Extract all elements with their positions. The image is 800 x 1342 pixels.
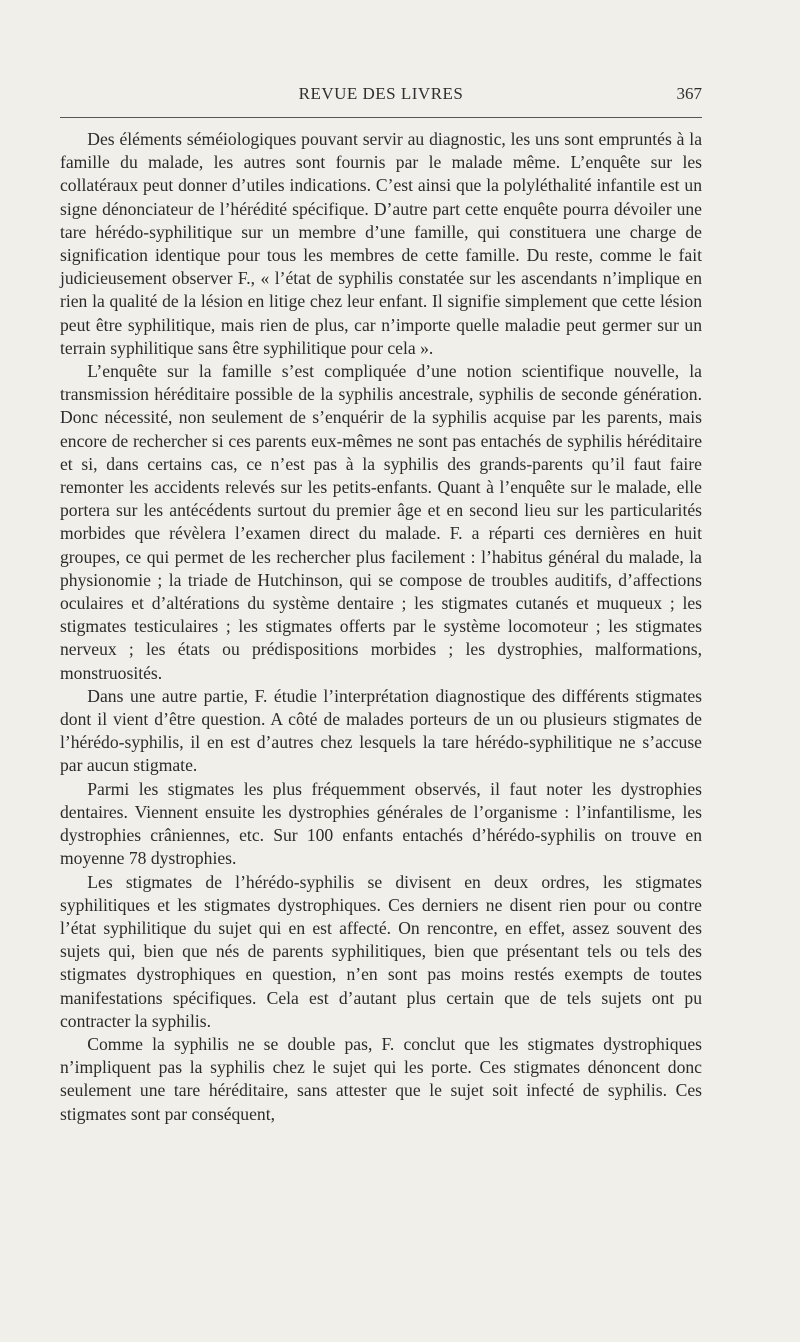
paragraph: Des éléments séméiologiques pouvant servir au diagnostic, les uns sont empruntés à la famille du malade, les autres sont fournis par le malade même. L’enquête sur les collatéraux peut donner d’utiles indications. C’est ainsi que la polyléthalité infantile est un signe dénonciateur de l’hérédité spécifique. D’autre part cette enquête pourra dévoiler une tare hérédo-syphilitique sur un membre d’une famille, qui constituera une charge de signification identique pour tous les membres de cette famille. Du reste, comme le fait judicieusement observer F., « l’état de syphilis constatée sur les ascendants n’implique en rien la qualité de la lésion en litige chez leur enfant. Il signifie simplement que cette lésion peut être syphilitique, mais rien de plus, car n’importe quelle maladie peut germer sur un terrain syphilitique sans être syphilitique pour cela ». bbox=[60, 129, 702, 358]
paragraph: L’enquête sur la famille s’est compliquée d’une notion scientifique nouvelle, la transmission héréditaire possible de la syphilis ancestrale, syphilis de seconde génération. Donc nécessité, non seulement de s’enquérir de la syphilis acquise par les parents, mais encore de rechercher si ces parents eux-mêmes ne sont pas entachés de syphilis héréditaire et si, dans certains cas, ce n’est pas à la syphilis des grands-parents qu’il faut faire remonter les accidents relevés sur les petits-enfants. Quant à l’enquête sur le malade, elle portera sur les antécédents surtout du premier âge et en second lieu sur les particularités morbides que révèlera l’examen direct du malade. F. a réparti ces dernières en huit groupes, ce qui permet de les rechercher plus facilement : l’habitus général du malade, la physionomie ; la triade de Hutchinson, qui se compose de troubles auditifs, d’affections oculaires et d’altérations du système dentaire ; les stigmates cutanés et muqueux ; les stigmates testiculaires ; les stigmates offerts par le système locomoteur ; les stigmates nerveux ; les états ou prédispositions morbides ; les dystrophies, malformations, monstruosités. bbox=[60, 361, 702, 683]
page-number: 367 bbox=[676, 84, 702, 103]
paragraph: Les stigmates de l’hérédo-syphilis se divisent en deux ordres, les stigmates syphilitiques et les stigmates dystrophiques. Ces derniers ne disent rien pour ou contre l’état syphilitique du sujet qui en est affecté. On rencontre, en effet, assez souvent des sujets qui, bien que nés de parents syphilitiques, bien que présentant tels ou tels des stigmates dystrophiques en question, n’en sont pas moins restés exempts de toutes manifestations spécifiques. Cela est d’autant plus certain que de tels sujets ont pu contracter la syphilis. bbox=[60, 871, 702, 1031]
page-header bbox=[60, 84, 702, 110]
paragraph: Dans une autre partie, F. étudie l’interprétation diagnostique des différents stigmates dont il vient d’être question. A côté de malades porteurs de un ou plusieurs stigmates de l’hérédo-syphilis, il en est d’autres chez lesquels la tare hérédo-syphilitique ne s’accuse par aucun stigmate. bbox=[60, 685, 702, 776]
body-text bbox=[60, 128, 702, 1126]
paragraph: Parmi les stigmates les plus fréquemment observés, il faut noter les dystrophies dentaires. Viennent ensuite les dystrophies générales de l’organisme : l’infantilisme, les dystrophies crâniennes, etc. Sur 100 enfants entachés d’hérédo-syphilis on trouve en moyenne 78 dystrophies. bbox=[60, 778, 702, 869]
paragraph: Comme la syphilis ne se double pas, F. conclut que les stigmates dystrophiques n’impliquent pas la syphilis chez le sujet qui les porte. Ces stigmates dénoncent donc seulement une tare héréditaire, sans attester que le sujet soit infecté de syphilis. Ces stigmates sont par conséquent, bbox=[60, 1033, 702, 1124]
running-head: REVUE DES LIVRES bbox=[298, 84, 464, 103]
header-rule bbox=[60, 117, 702, 118]
